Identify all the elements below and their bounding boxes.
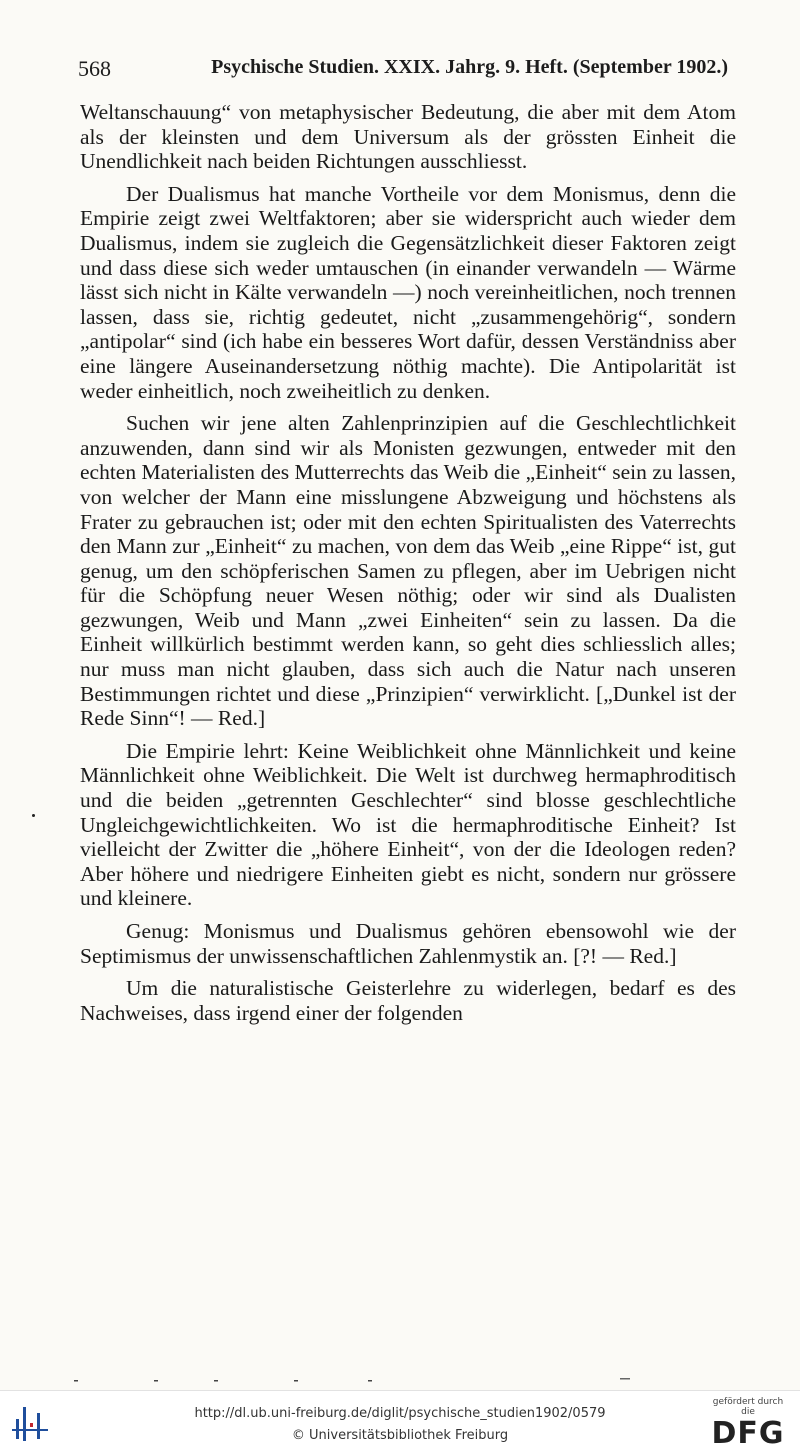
dfg-funding-note: gefördert durch die	[712, 1397, 784, 1417]
dfg-logo-text: DFG	[711, 1416, 785, 1451]
paragraph-3: Suchen wir jene alten Zahlenprinzipien auf die Geschlechtlichkeit anzuwenden, dann sind wir als Monisten gezwungen, entweder mit den echten Materialisten des Mutterrechts das Weib die „Einheit“ sein zu lassen, von welcher der Mann eine misslungene Abzweigung und höchstens als Frater zu gebrauchen ist; oder mit den echten Spiritualisten des Vaterrechts den Mann zur „Einheit“ zu machen, von dem das Weib „eine Rippe“ ist, gut genug, um den schöpferischen Samen zu pflegen, aber im Uebrigen nicht für die Schöpfung neuer Wesen nöthig; oder wir sind als Dualisten gezwungen, Weib und Mann „zwei Einheiten“ sein zu lassen. Da die Einheit willkürlich bestimmt werden kann, so geht dies schliesslich alles; nur muss man nicht glauben, dass sich auch die Natur nach unseren Bestimmungen richtet und diese „Prinzipien“ verwirklicht. [„Dunkel ist der Rede Sinn“! — Red.]	[80, 411, 736, 731]
scan-specks	[74, 1378, 674, 1384]
paragraph-4: Die Empirie lehrt: Keine Weiblichkeit ohne Männlichkeit und keine Männlichkeit ohne Weiblichkeit. Die Welt ist durchweg hermaphroditisch und die beiden „getrennten Geschlechter“ sind blosse geschlechtliche Ungleichgewichtlichkeiten. Wo ist die hermaphroditische Einheit? Ist vielleicht der Zwitter die „höhere Einheit“, von der die Ideologen reden? Aber höhere und niedrigere Einheiten giebt es nicht, sondern nur grössere und kleinere.	[80, 738, 736, 911]
viewer-footer	[0, 1390, 800, 1451]
permalink-url[interactable]: http://dl.ub.uni-freiburg.de/diglit/psychische_studien1902/0579	[194, 1406, 606, 1421]
dfg-logo	[706, 1397, 790, 1451]
page-number: 568	[78, 56, 111, 81]
paragraph-6: Um die naturalistische Geisterlehre zu widerlegen, bedarf es des Nachweises, dass irgend einer der folgenden	[80, 976, 736, 1025]
paragraph-5: Genug: Monismus und Dualismus gehören ebensowohl wie der Septimismus der unwissenschaftlichen Zahlenmystik an. [?! — Red.]	[80, 919, 736, 968]
paragraph-1: Weltanschauung“ von metaphysischer Bedeutung, die aber mit dem Atom als der kleinsten und dem Universum als der grössten Einheit die Unendlichkeit nach beiden Richtungen ausschliesst.	[80, 100, 736, 174]
paragraph-2: Der Dualismus hat manche Vortheile vor dem Monismus, denn die Empirie zeigt zwei Weltfaktoren; aber sie widerspricht auch wieder dem Dualismus, indem sie zugleich die Gegensätzlichkeit dieser Faktoren zeigt und dass diese sich weder umtauschen (in einander verwandeln — Wärme lässt sich nicht in Kälte verwandeln —) noch vereinheitlichen, noch trennen lassen, dass sie, richtig gedeutet, nicht „zusammengehörig“, sondern „antipolar“ sind (ich habe ein besseres Wort dafür, dessen Verständniss aber eine längere Auseinandersetzung nöthig machte). Die Antipolarität ist weder einheitlich, noch zweiheitlich zu denken.	[80, 181, 736, 403]
page-body	[80, 100, 736, 1033]
margin-mark	[32, 814, 35, 817]
running-header	[78, 56, 728, 82]
running-title: Psychische Studien. XXIX. Jahrg. 9. Heft. (September 1902.)	[211, 56, 728, 78]
copyright-notice: © Universitätsbibliothek Freiburg	[291, 1428, 509, 1443]
